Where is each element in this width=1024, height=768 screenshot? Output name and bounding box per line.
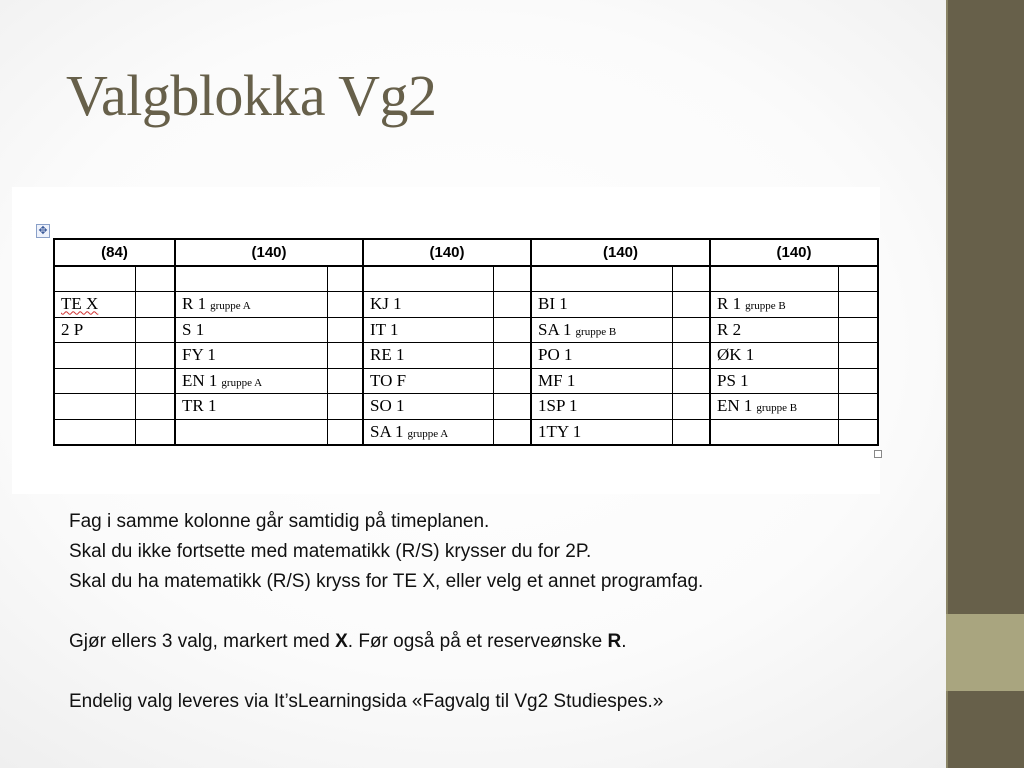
table-cell xyxy=(175,266,327,292)
subject-label: EN 1 xyxy=(182,370,218,390)
subject-label: ØK 1 xyxy=(717,345,755,365)
check-cell xyxy=(135,317,175,343)
table-row xyxy=(54,292,878,318)
subject-label: RE 1 xyxy=(370,345,405,365)
table-cell xyxy=(710,419,838,445)
subject-label: R 1 xyxy=(717,294,742,314)
table-cell xyxy=(531,419,672,445)
check-cell xyxy=(327,317,363,343)
table-row xyxy=(54,368,878,394)
subject-label: TE X xyxy=(61,294,99,314)
subject-label: TO F xyxy=(370,370,407,390)
table-cell xyxy=(710,292,838,318)
subject-label: 2 P xyxy=(61,319,84,339)
table-cell xyxy=(175,317,327,343)
table-row xyxy=(54,419,878,445)
check-cell xyxy=(672,419,710,445)
body-line: Fag i samme kolonne går samtidig på timeplanen. xyxy=(69,511,490,532)
check-cell xyxy=(493,292,531,318)
check-cell xyxy=(493,394,531,420)
group-label: gruppe A xyxy=(407,427,449,440)
group-label: gruppe B xyxy=(756,402,798,415)
check-cell xyxy=(327,419,363,445)
subject-label: S 1 xyxy=(182,319,205,339)
block-5-header: (140) xyxy=(710,239,878,266)
block-1-header: (84) xyxy=(54,239,175,266)
body-line: Endelig valg leveres via It’sLearningsida «Fagvalg til Vg2 Studiespes.» xyxy=(69,691,664,712)
group-label: gruppe B xyxy=(575,325,617,338)
check-cell xyxy=(672,368,710,394)
table-cell xyxy=(175,292,327,318)
subject-label: SO 1 xyxy=(370,396,405,416)
check-cell xyxy=(672,317,710,343)
table-cell xyxy=(363,343,493,369)
table-row xyxy=(54,266,878,292)
check-cell xyxy=(838,292,878,318)
check-cell xyxy=(327,292,363,318)
check-cell xyxy=(135,368,175,394)
table-cell xyxy=(531,394,672,420)
group-label: gruppe A xyxy=(210,300,251,313)
group-label: gruppe A xyxy=(221,376,263,389)
subject-label: FY 1 xyxy=(182,345,216,365)
body-line xyxy=(69,627,929,657)
block-2-header: (140) xyxy=(175,239,363,266)
subject-label: IT 1 xyxy=(370,319,399,339)
table-cell xyxy=(54,394,135,420)
table-cell xyxy=(54,266,135,292)
check-cell xyxy=(327,394,363,420)
subject-label: R 1 xyxy=(182,294,207,314)
check-cell xyxy=(135,394,175,420)
check-cell xyxy=(493,419,531,445)
header-row xyxy=(54,239,878,266)
subject-label: PO 1 xyxy=(538,345,573,365)
check-cell xyxy=(327,266,363,292)
check-cell xyxy=(838,419,878,445)
check-cell xyxy=(135,292,175,318)
table-row xyxy=(54,317,878,343)
table-cell xyxy=(710,343,838,369)
table-cell xyxy=(531,292,672,318)
table-cell xyxy=(175,368,327,394)
table-cell xyxy=(54,343,135,369)
subject-label: PS 1 xyxy=(717,370,749,390)
check-cell xyxy=(672,266,710,292)
check-cell xyxy=(838,343,878,369)
body-text-segment: . xyxy=(621,631,627,652)
check-cell xyxy=(327,368,363,394)
table-cell xyxy=(363,394,493,420)
table-cell xyxy=(54,368,135,394)
spacer xyxy=(69,597,929,627)
table-cell xyxy=(54,419,135,445)
table-cell xyxy=(175,343,327,369)
subject-label: MF 1 xyxy=(538,370,576,390)
check-cell xyxy=(493,317,531,343)
check-cell xyxy=(493,266,531,292)
check-cell xyxy=(493,343,531,369)
subject-label: SA 1 xyxy=(538,319,572,339)
table-cell xyxy=(710,394,838,420)
table-cell xyxy=(710,266,838,292)
table-cell xyxy=(363,266,493,292)
slide-body-text xyxy=(69,507,929,717)
course-block-table-image xyxy=(12,187,880,494)
table-cell xyxy=(531,368,672,394)
subject-label: 1SP 1 xyxy=(538,396,578,416)
table-cell xyxy=(531,266,672,292)
table-cell xyxy=(363,292,493,318)
body-text-segment: . Før også på et reserveønske xyxy=(347,631,608,652)
body-text-segment: Gjør ellers 3 valg, markert med xyxy=(69,631,336,652)
table-cell xyxy=(363,419,493,445)
table-cell xyxy=(175,419,327,445)
subject-label: EN 1 xyxy=(717,396,753,416)
table-cell xyxy=(363,317,493,343)
course-block-table xyxy=(53,238,879,446)
check-cell xyxy=(838,317,878,343)
check-cell xyxy=(838,394,878,420)
check-cell xyxy=(838,368,878,394)
table-cell xyxy=(175,394,327,420)
subject-label: 1TY 1 xyxy=(538,421,582,441)
table-cell xyxy=(54,292,135,318)
table-cell xyxy=(531,343,672,369)
slide-sidebar xyxy=(946,0,1024,768)
mark-r: R xyxy=(607,631,622,652)
check-cell xyxy=(672,292,710,318)
table-cell xyxy=(54,317,135,343)
spacer xyxy=(69,657,929,687)
sidebar-accent-block xyxy=(946,614,1024,691)
table-row xyxy=(54,394,878,420)
subject-label: KJ 1 xyxy=(370,294,402,314)
check-cell xyxy=(327,343,363,369)
subject-label: BI 1 xyxy=(538,294,568,314)
check-cell xyxy=(135,419,175,445)
resize-handle[interactable] xyxy=(874,450,882,458)
mark-x: X xyxy=(335,631,348,652)
block-3-header: (140) xyxy=(363,239,531,266)
check-cell xyxy=(838,266,878,292)
check-cell xyxy=(672,394,710,420)
group-label: gruppe B xyxy=(745,300,786,313)
table-row xyxy=(54,343,878,369)
check-cell xyxy=(135,343,175,369)
block-4-header: (140) xyxy=(531,239,710,266)
table-cell xyxy=(710,317,838,343)
table-cell xyxy=(531,317,672,343)
check-cell xyxy=(493,368,531,394)
table-cell xyxy=(363,368,493,394)
check-cell xyxy=(135,266,175,292)
subject-label: SA 1 xyxy=(370,421,404,441)
subject-label: R 2 xyxy=(717,319,742,339)
subject-label: TR 1 xyxy=(182,396,217,416)
body-line: Skal du ikke fortsette med matematikk (R/S) krysser du for 2P. xyxy=(69,541,592,562)
move-icon[interactable]: ✥ xyxy=(36,224,50,238)
slide-title: Valgblokka Vg2 xyxy=(66,63,437,128)
body-line: Skal du ha matematikk (R/S) kryss for TE X, eller velg et annet programfag. xyxy=(69,571,704,592)
table-cell xyxy=(710,368,838,394)
check-cell xyxy=(672,343,710,369)
